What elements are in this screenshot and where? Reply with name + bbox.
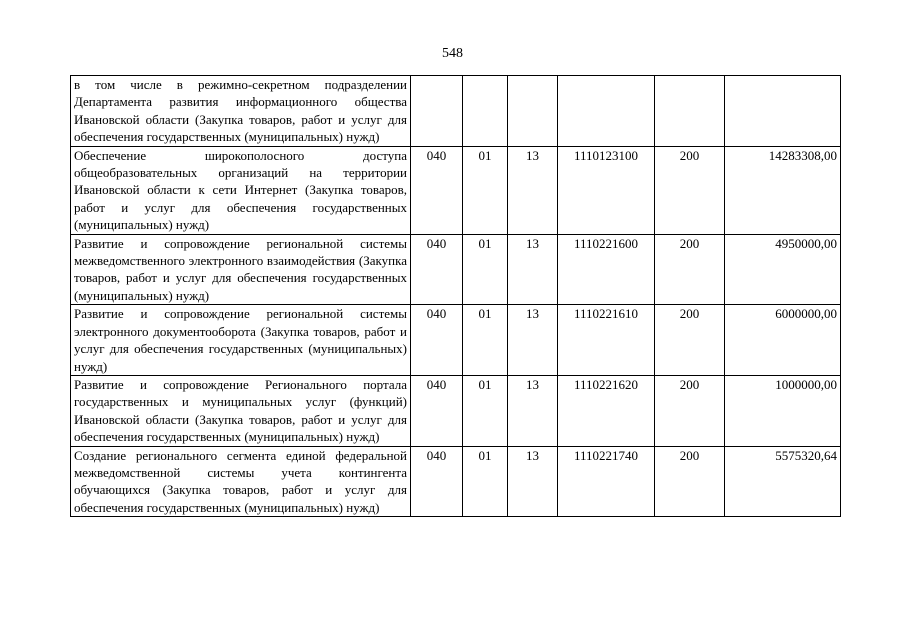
section-code: 01: [463, 234, 508, 305]
subsection-code: 13: [508, 446, 558, 517]
row-description: в том числе в режимно-секретном подразделении Департамента развития информационного общества Ивановской области (Закупка товаров, работ и услуг для обеспечения государственных (муниципальных) нужд): [71, 76, 411, 147]
target-article-code: 1110221740: [558, 446, 655, 517]
amount: 1000000,00: [725, 375, 841, 446]
section-code: 01: [463, 305, 508, 376]
amount: 5575320,64: [725, 446, 841, 517]
ministry-code: 040: [411, 146, 463, 234]
budget-table: [70, 75, 841, 517]
subsection-code: 13: [508, 305, 558, 376]
expense-type-code: 200: [655, 234, 725, 305]
subsection-code: 13: [508, 146, 558, 234]
section-code: 01: [463, 146, 508, 234]
table-row: [71, 76, 841, 147]
subsection-code: 13: [508, 234, 558, 305]
table-row: [71, 446, 841, 517]
table-row: [71, 234, 841, 305]
ministry-code: [411, 76, 463, 147]
target-article-code: 1110221620: [558, 375, 655, 446]
page-number: 548: [442, 46, 463, 61]
target-article-code: 1110221600: [558, 234, 655, 305]
row-description: Развитие и сопровождение региональной системы электронного документооборота (Закупка товаров, работ и услуг для обеспечения государственных (муниципальных) нужд): [71, 305, 411, 376]
ministry-code: 040: [411, 305, 463, 376]
target-article-code: [558, 76, 655, 147]
ministry-code: 040: [411, 446, 463, 517]
expense-type-code: [655, 76, 725, 147]
expense-type-code: 200: [655, 305, 725, 376]
row-description: Развитие и сопровождение Регионального портала государственных и муниципальных услуг (функций) Ивановской области (Закупка товаров, работ и услуг для обеспечения государственных (муниципальных) нужд): [71, 375, 411, 446]
amount: 14283308,00: [725, 146, 841, 234]
table-row: [71, 375, 841, 446]
row-description: Создание регионального сегмента единой федеральной межведомственной системы учета контингента обучающихся (Закупка товаров, работ и услуг для обеспечения государственных (муниципальных) нужд): [71, 446, 411, 517]
ministry-code: 040: [411, 234, 463, 305]
amount: 6000000,00: [725, 305, 841, 376]
amount: [725, 76, 841, 147]
amount: 4950000,00: [725, 234, 841, 305]
target-article-code: 1110123100: [558, 146, 655, 234]
table-row: [71, 146, 841, 234]
row-description: Развитие и сопровождение региональной системы межведомственного электронного взаимодействия (Закупка товаров, работ и услуг для обеспечения государственных (муниципальных) нужд): [71, 234, 411, 305]
ministry-code: 040: [411, 375, 463, 446]
subsection-code: [508, 76, 558, 147]
expense-type-code: 200: [655, 446, 725, 517]
section-code: 01: [463, 446, 508, 517]
row-description: Обеспечение широкополосного доступа общеобразовательных организаций на территории Ивановской области к сети Интернет (Закупка товаров, работ и услуг для обеспечения государственных (муниципальных) нужд): [71, 146, 411, 234]
subsection-code: 13: [508, 375, 558, 446]
target-article-code: 1110221610: [558, 305, 655, 376]
expense-type-code: 200: [655, 146, 725, 234]
expense-type-code: 200: [655, 375, 725, 446]
section-code: [463, 76, 508, 147]
section-code: 01: [463, 375, 508, 446]
table-row: [71, 305, 841, 376]
